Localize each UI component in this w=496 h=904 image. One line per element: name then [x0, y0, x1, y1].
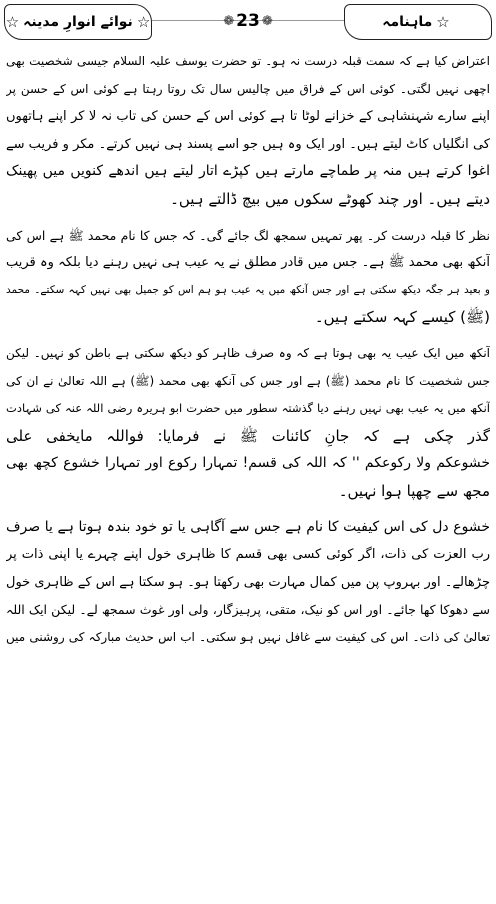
- text-line: رب العزت کی ذات، اگر کوئی کسی بھی قسم کا ظاہری خول اپنے چہرے یا اپنی ذات پر: [6, 547, 490, 563]
- text-line: نظر کا قبلہ درست کر۔ پھر تمہیں سمجھ لگ جائے گی۔ کہ جس کا نام محمد ﷺ ہے اس کی: [6, 227, 490, 243]
- text-line: آنکھ بھی محمد ﷺ ہے۔ جس میں قادر مطلق نے یہ عیب ہی نہیں رہنے دیا بلکہ وہ قریب: [6, 255, 490, 271]
- text-line: اعتراض کیا ہے کہ سمت قبلہ درست نہ ہو۔ تو حضرت یوسف علیہ السلام جیسی شخصیت بھی: [6, 54, 490, 68]
- text-line: خشوع دل کی اس کیفیت کا نام ہے جس سے آگاہی یا تو خود بندہ ہوتا ہے یا صرف: [6, 518, 490, 535]
- star-icon: ☆: [436, 13, 450, 31]
- text-line: آنکھ میں یہ عیب بھی نہیں رہنے دیا گذشتہ سطور میں حضرت ابو ہریرہ رضی اللہ عنہ کی شہادت: [6, 401, 490, 416]
- magazine-title: نوائے انوارِ مدینہ: [23, 14, 133, 30]
- text-line: اپنے سارے شہنشاہی کے خزانے لوٹا تا ہے کوئی اس کے حسن کی تاب نہ لا کر اپنے ہاتھوں: [6, 109, 490, 125]
- text-line: آنکھ میں ایک عیب یہ بھی ہوتا ہے کہ وہ صرف ظاہر کو دیکھ سکتی ہے باطن کو نہیں۔ لیکن: [6, 345, 490, 360]
- text-line: اچھی نہیں لگتی۔ کوئی اس کے فراق میں چالیس سال تک روتا رہتا ہے کوئی اس کے حسن پر: [6, 81, 490, 96]
- ornament-icon: ❁: [261, 13, 273, 29]
- article-body: [6, 48, 490, 904]
- text-line: دیتے ہیں۔ اور چند کھوٹے سکوں میں بیچ ڈالتے ہیں۔: [170, 189, 490, 208]
- text-line: اغوا کرتے ہیں منہ پر طماچے مارتے ہیں کپڑے اتار لیتے ہیں اندھے کنویں میں پھینک: [6, 163, 490, 180]
- text-line: مجھ سے چھپا ہوا نہیں۔: [338, 481, 490, 500]
- text-line: چڑھالے۔ اور بہروپ پن میں کمال مہارت بھی رکھتا ہو۔ ہو سکتا ہے اس کے ظاہری خول: [6, 574, 490, 590]
- star-icon: ☆: [136, 13, 151, 31]
- text-line: سے دھوکا کھا جائے۔ اور اس کو نیک، متقی، پرہیزگار، ولی اور غوث سمجھ لے۔ لیکن ایک اللہ: [6, 602, 490, 618]
- text-line: گذر چکی ہے کہ جانِ کائنات ﷺ نے فرمایا: فواللہ مایخفی علی: [6, 426, 490, 445]
- page-number-box: [213, 6, 283, 36]
- text-line: تعالیٰ کی ذات۔ اس کی کیفیت سے غافل نہیں ہو سکتی۔ اب اس حدیث مبارکہ کی روشنی میں: [6, 629, 490, 644]
- paragraph: [6, 514, 490, 652]
- paragraph: [6, 340, 490, 506]
- star-icon: ☆: [5, 13, 20, 31]
- ornament-icon: ❁: [223, 13, 235, 29]
- page-number: 23: [236, 11, 260, 31]
- paragraph: [6, 48, 490, 214]
- text-line: کی انگلیاں کاٹ لیتے ہیں۔ اور ایک وہ ہیں جو اسے پسند ہی نہیں کرتے۔ مکر و فریب سے: [6, 136, 490, 152]
- monthly-label: ماہنامہ: [382, 14, 433, 30]
- text-line: (ﷺ) کیسے کہہ سکتے ہیں۔: [314, 308, 490, 327]
- paragraph: [6, 222, 490, 332]
- text-line: جس شخصیت کا نام محمد (ﷺ) ہے اور جس کی آنکھ بھی محمد (ﷺ) ہے اللہ تعالیٰ نے ان کی: [6, 373, 490, 388]
- text-line: و بعید ہر جگہ دیکھ سکتی ہے اور جس آنکھ میں یہ عیب ہو ہم اس کو جمیل بھی نہیں کہہ سکتے۔ محمد: [6, 283, 490, 296]
- page-header: [0, 0, 496, 44]
- text-line: خشوعکم ولا رکوعکم '' کہ اللہ کی قسم! تمہارا رکوع اور تمہارا خشوع کچھ بھی: [6, 455, 490, 472]
- magazine-title-box: [4, 4, 152, 40]
- monthly-label-box: [344, 4, 492, 40]
